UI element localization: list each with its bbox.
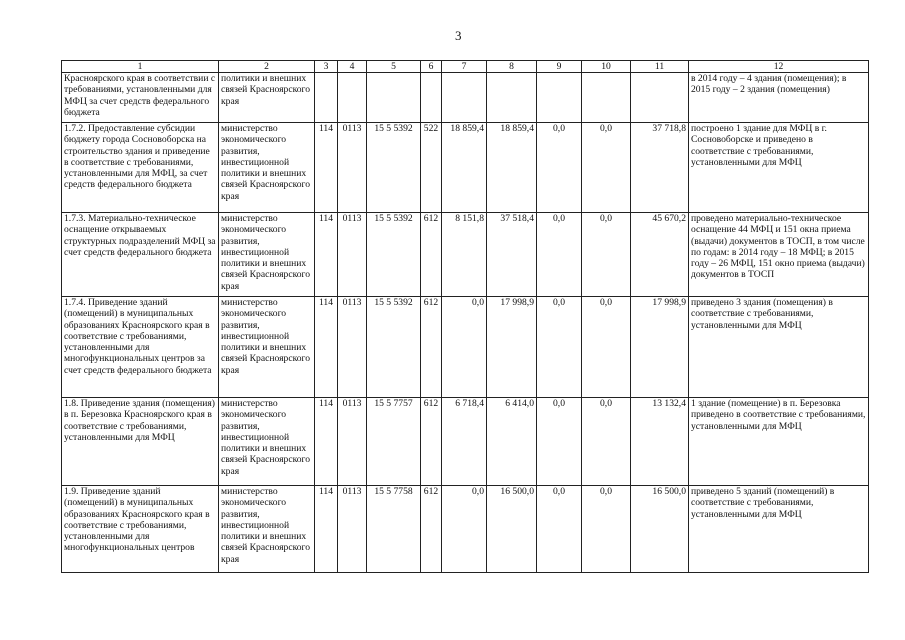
cell-c4: 0113: [338, 213, 367, 297]
cell-c11: 37 718,8: [631, 123, 689, 213]
header-cell: 3: [315, 61, 338, 73]
activity-name: 1.7.4. Приведение зданий (помещений) в муниципальных образованиях Красноярского края в соответствие с требованиями, установленными для многофункциональных центров за счет средств федерального бюджета: [62, 297, 219, 398]
cell-c8: 6 414,0: [487, 398, 537, 486]
cell-c9: 0,0: [537, 213, 582, 297]
cell-c5: 15 5 5392: [367, 297, 421, 398]
cell-c10: 0,0: [582, 398, 631, 486]
cell-c3: 114: [315, 213, 338, 297]
result-text: приведено 3 здания (помещения) в соответствие с требованиями, установленными для МФЦ: [689, 297, 869, 398]
cell-c3: 114: [315, 486, 338, 573]
cell-c4: 0113: [338, 486, 367, 573]
cell-c9: 0,0: [537, 398, 582, 486]
cell-c8: 37 518,4: [487, 213, 537, 297]
header-cell: 1: [62, 61, 219, 73]
cell-c6: [421, 73, 442, 123]
header-cell: 8: [487, 61, 537, 73]
cell-c8: 17 998,9: [487, 297, 537, 398]
program-activities-table: [61, 60, 869, 573]
cell-c8: 16 500,0: [487, 486, 537, 573]
cell-c10: 0,0: [582, 213, 631, 297]
cell-c11: [631, 73, 689, 123]
result-text: построено 1 здание для МФЦ в г. Сосновоборске и приведено в соответствие с требованиями, установленными для МФЦ: [689, 123, 869, 213]
activity-name: 1.8. Приведение здания (помещения) в п. Березовка Красноярского края в соответствие с требованиями, установленными для МФЦ: [62, 398, 219, 486]
cell-c4: 0113: [338, 297, 367, 398]
cell-c9: [537, 73, 582, 123]
result-text: приведено 5 зданий (помещений) в соответствие с требованиями, установленными для МФЦ: [689, 486, 869, 573]
header-cell: 10: [582, 61, 631, 73]
responsible-org: министерство экономического развития, инвестиционной политики и внешних связей Красноярского края: [219, 213, 315, 297]
table-row: [62, 213, 869, 297]
activity-name: 1.7.2. Предоставление субсидии бюджету города Сосновоборска на строительство здания и приведение в соответствие с требованиями, установленными для МФЦ, за счет средств федерального бюджета: [62, 123, 219, 213]
header-cell: 12: [689, 61, 869, 73]
cell-c7: 0,0: [442, 297, 487, 398]
activity-name: 1.9. Приведение зданий (помещений) в муниципальных образованиях Красноярского края в соответствие с требованиями, установленными для многофункциональных центров: [62, 486, 219, 573]
cell-c6: 612: [421, 398, 442, 486]
header-cell: 7: [442, 61, 487, 73]
cell-c11: 17 998,9: [631, 297, 689, 398]
cell-c6: 522: [421, 123, 442, 213]
cell-c7: 0,0: [442, 486, 487, 573]
responsible-org: политики и внешних связей Красноярского края: [219, 73, 315, 123]
header-cell: 11: [631, 61, 689, 73]
cell-c5: 15 5 7758: [367, 486, 421, 573]
cell-c4: [338, 73, 367, 123]
cell-c5: 15 5 7757: [367, 398, 421, 486]
cell-c10: 0,0: [582, 123, 631, 213]
result-text: 1 здание (помещение) в п. Березовка приведено в соответствие с требованиями, установленными для МФЦ: [689, 398, 869, 486]
responsible-org: министерство экономического развития, инвестиционной политики и внешних связей Красноярского края: [219, 398, 315, 486]
result-text: проведено материально-техническое оснащение 44 МФЦ и 151 окна приема (выдачи) документов в ТОСП, в том числе по годам: в 2014 году – 18 МФЦ; в 2015 году – 26 МФЦ, 151 окно приема (выдачи) документов в ТОСП: [689, 213, 869, 297]
cell-c4: 0113: [338, 123, 367, 213]
cell-c7: 18 859,4: [442, 123, 487, 213]
cell-c6: 612: [421, 486, 442, 573]
cell-c6: 612: [421, 213, 442, 297]
cell-c3: 114: [315, 123, 338, 213]
table-row: [62, 73, 869, 123]
table-row: [62, 297, 869, 398]
cell-c11: 13 132,4: [631, 398, 689, 486]
table-row: [62, 398, 869, 486]
cell-c3: 114: [315, 398, 338, 486]
cell-c7: 6 718,4: [442, 398, 487, 486]
header-cell: 4: [338, 61, 367, 73]
header-cell: 9: [537, 61, 582, 73]
cell-c3: 114: [315, 297, 338, 398]
table-row: [62, 123, 869, 213]
cell-c11: 16 500,0: [631, 486, 689, 573]
page-number: 3: [455, 28, 462, 43]
responsible-org: министерство экономического развития, инвестиционной политики и внешних связей Красноярского края: [219, 123, 315, 213]
cell-c5: 15 5 5392: [367, 123, 421, 213]
activity-name: Красноярского края в соответствии с требованиями, установленными для МФЦ за счет средств федерального бюджета: [62, 73, 219, 123]
table-row: [62, 486, 869, 573]
cell-c7: [442, 73, 487, 123]
result-text: в 2014 году – 4 здания (помещения); в 2015 году – 2 здания (помещения): [689, 73, 869, 123]
cell-c10: [582, 73, 631, 123]
header-row: [62, 61, 869, 73]
cell-c9: 0,0: [537, 123, 582, 213]
responsible-org: министерство экономического развития, инвестиционной политики и внешних связей Красноярского края: [219, 486, 315, 573]
cell-c9: 0,0: [537, 297, 582, 398]
cell-c5: [367, 73, 421, 123]
cell-c8: [487, 73, 537, 123]
header-cell: 5: [367, 61, 421, 73]
cell-c3: [315, 73, 338, 123]
cell-c10: 0,0: [582, 297, 631, 398]
cell-c5: 15 5 5392: [367, 213, 421, 297]
cell-c8: 18 859,4: [487, 123, 537, 213]
activity-name: 1.7.3. Материально-техническое оснащение открываемых структурных подразделений МФЦ за счет средств федерального бюджета: [62, 213, 219, 297]
responsible-org: министерство экономического развития, инвестиционной политики и внешних связей Красноярского края: [219, 297, 315, 398]
cell-c9: 0,0: [537, 486, 582, 573]
cell-c7: 8 151,8: [442, 213, 487, 297]
header-cell: 6: [421, 61, 442, 73]
cell-c4: 0113: [338, 398, 367, 486]
cell-c10: 0,0: [582, 486, 631, 573]
header-cell: 2: [219, 61, 315, 73]
cell-c6: 612: [421, 297, 442, 398]
cell-c11: 45 670,2: [631, 213, 689, 297]
